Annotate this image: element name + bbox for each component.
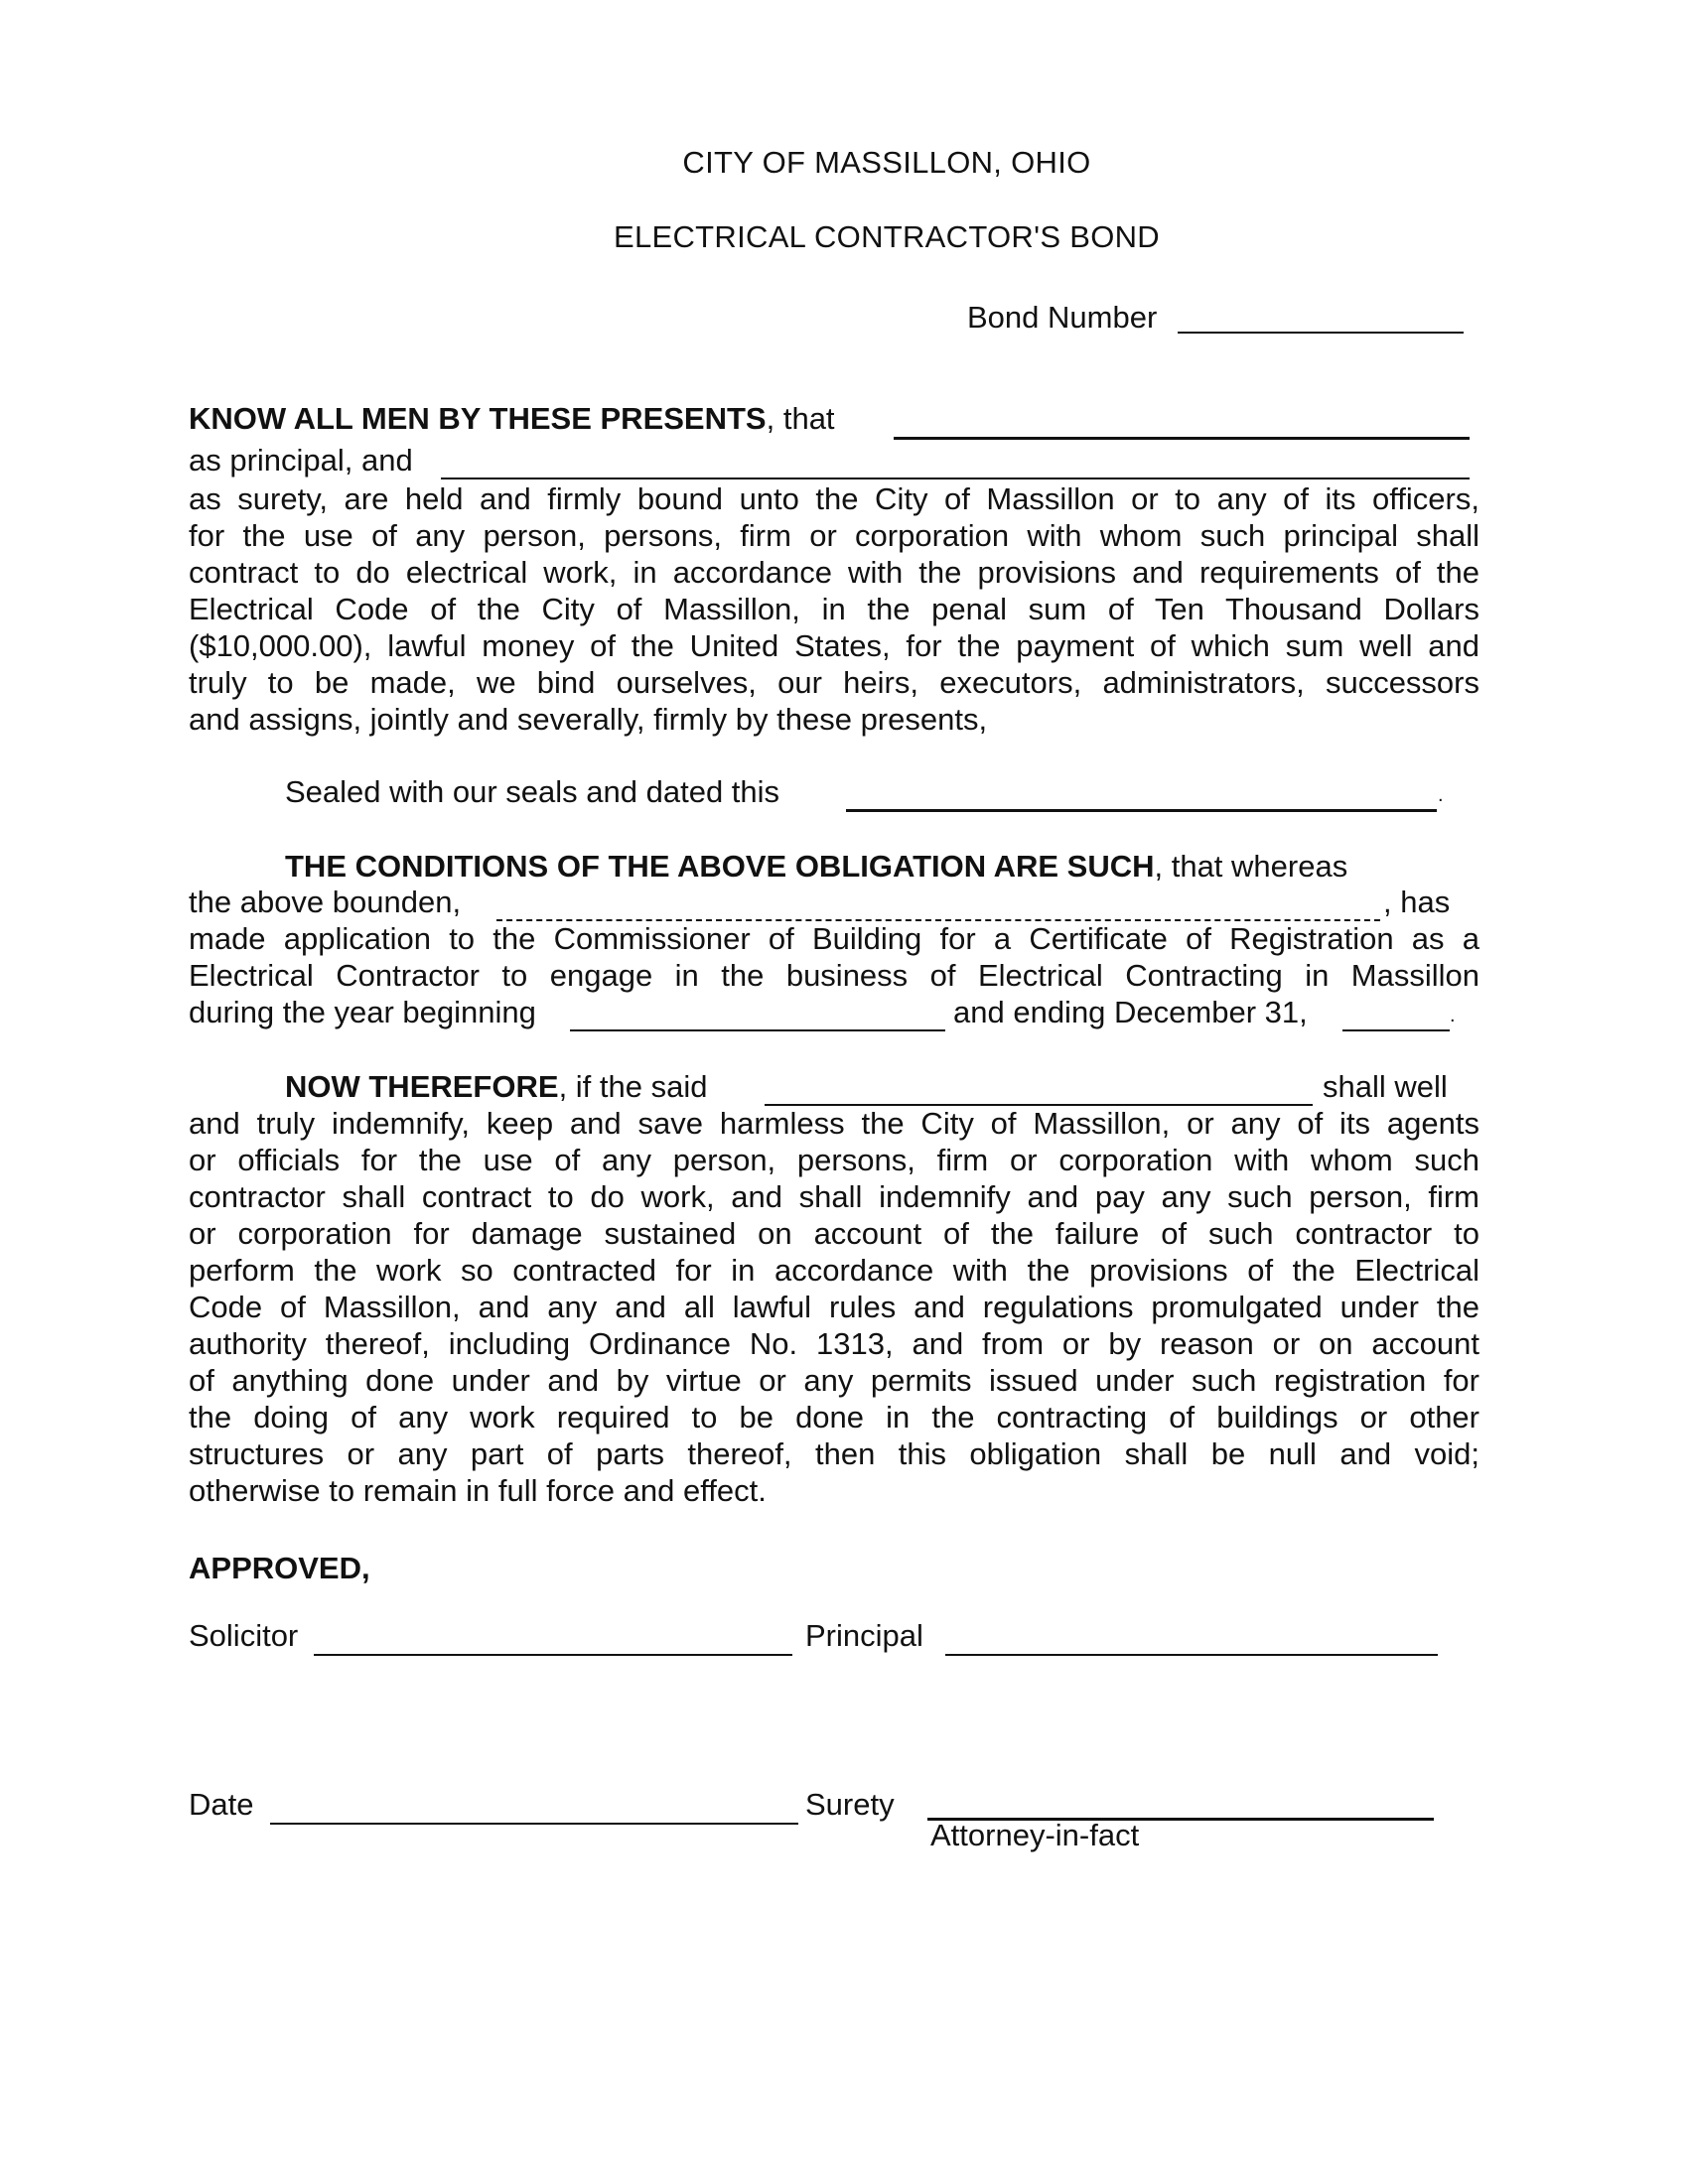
paragraph-line: structures or any part of parts thereof, then this obligation shall be null and void; <box>189 1436 1479 1471</box>
paragraph-line: of anything done under and by virtue or any permits issued under such registration for <box>189 1363 1479 1398</box>
form-title: ELECTRICAL CONTRACTOR'S BOND <box>613 219 1160 254</box>
surety-sign-label: Surety <box>805 1787 895 1822</box>
approved-heading: APPROVED, <box>189 1551 370 1585</box>
conditions-lead <box>285 849 1347 885</box>
year-ending-field[interactable] <box>1342 1029 1450 1031</box>
paragraph-line: contract to do electrical work, in accordance with the provisions and requirements of the <box>189 555 1479 590</box>
now-therefore-rest: , if the said <box>558 1069 708 1104</box>
preamble-lead-rest: , that <box>766 401 835 436</box>
has-text: , has <box>1383 885 1451 919</box>
paragraph-line: perform the work so contracted for in accordance with the provisions of the Electrical <box>189 1253 1479 1288</box>
principal-label: as principal, and <box>189 443 413 478</box>
conditions-lead-rest: , that whereas <box>1154 849 1348 884</box>
conditions-lead-bold: THE CONDITIONS OF THE ABOVE OBLIGATION ARE SUCH <box>285 849 1155 884</box>
conditions-period: . <box>1450 1005 1456 1026</box>
year-beginning-field[interactable] <box>570 1029 945 1031</box>
principal-sign-label: Principal <box>805 1618 923 1653</box>
attorney-in-fact-label: Attorney-in-fact <box>930 1818 1140 1852</box>
now-therefore-lead <box>285 1069 707 1105</box>
now-therefore-bold: NOW THEREFORE <box>285 1069 559 1104</box>
paragraph-line: contractor shall contract to do work, and shall indemnify and pay any such person, firm <box>189 1179 1479 1214</box>
paragraph-line: and assigns, jointly and severally, firmly by these presents, <box>189 702 988 737</box>
paragraph-line: ($10,000.00), lawful money of the United States, for the payment of which sum well and <box>189 628 1479 663</box>
paragraph-line: or officials for the use of any person, persons, firm or corporation with whom such <box>189 1143 1479 1177</box>
paragraph-line: Electrical Contractor to engage in the business of Electrical Contracting in Massillon <box>189 958 1479 993</box>
paragraph-line: Electrical Code of the City of Massillon, in the penal sum of Ten Thousand Dollars <box>189 592 1479 626</box>
paragraph-line: Code of Massillon, and any and all lawful rules and regulations promulgated under the <box>189 1290 1479 1324</box>
sealed-date-field[interactable] <box>846 809 1437 812</box>
paragraph-line: otherwise to remain in full force and effect. <box>189 1473 767 1508</box>
sealed-text: Sealed with our seals and dated this <box>285 774 780 809</box>
and-ending-label: and ending December 31, <box>953 995 1308 1029</box>
preamble-lead <box>189 401 835 437</box>
paragraph-line: made application to the Commissioner of Building for a Certificate of Registration as a <box>189 921 1479 956</box>
solicitor-label: Solicitor <box>189 1618 299 1653</box>
date-label: Date <box>189 1787 254 1822</box>
paragraph-line: for the use of any person, persons, firm or corporation with whom such principal shall <box>189 518 1479 553</box>
paragraph-line: as surety, are held and firmly bound unto the City of Massillon or to any of its officers, <box>189 481 1479 516</box>
preamble-lead-bold: KNOW ALL MEN BY THESE PRESENTS <box>189 401 767 436</box>
bond-number-field[interactable] <box>1178 332 1464 334</box>
paragraph-line: and truly indemnify, keep and save harmless the City of Massillon, or any of its agents <box>189 1106 1479 1141</box>
year-beginning-label: during the year beginning <box>189 995 536 1029</box>
surety-name-field[interactable] <box>441 478 1470 479</box>
solicitor-signature-field[interactable] <box>314 1654 792 1656</box>
now-therefore-paragraph <box>189 1105 1479 1509</box>
principal-name-field[interactable] <box>894 437 1470 440</box>
bounden-label: the above bounden, <box>189 885 462 919</box>
principal-signature-field[interactable] <box>945 1654 1438 1656</box>
conditions-paragraph <box>189 920 1479 994</box>
city-heading: CITY OF MASSILLON, OHIO <box>682 145 1091 180</box>
paragraph-line: authority thereof, including Ordinance No. 1313, and from or by reason or on account <box>189 1326 1479 1361</box>
sealed-period: . <box>1438 784 1444 806</box>
preamble-paragraph <box>189 480 1479 738</box>
bond-number-label: Bond Number <box>967 300 1158 335</box>
paragraph-line: the doing of any work required to be done in the contracting of buildings or other <box>189 1400 1479 1434</box>
date-field[interactable] <box>270 1823 798 1825</box>
paragraph-line: truly to be made, we bind ourselves, our heirs, executors, administrators, successors <box>189 665 1479 700</box>
paragraph-line: or corporation for damage sustained on account of the failure of such contractor to <box>189 1216 1479 1251</box>
shall-well-text: shall well <box>1323 1069 1448 1104</box>
